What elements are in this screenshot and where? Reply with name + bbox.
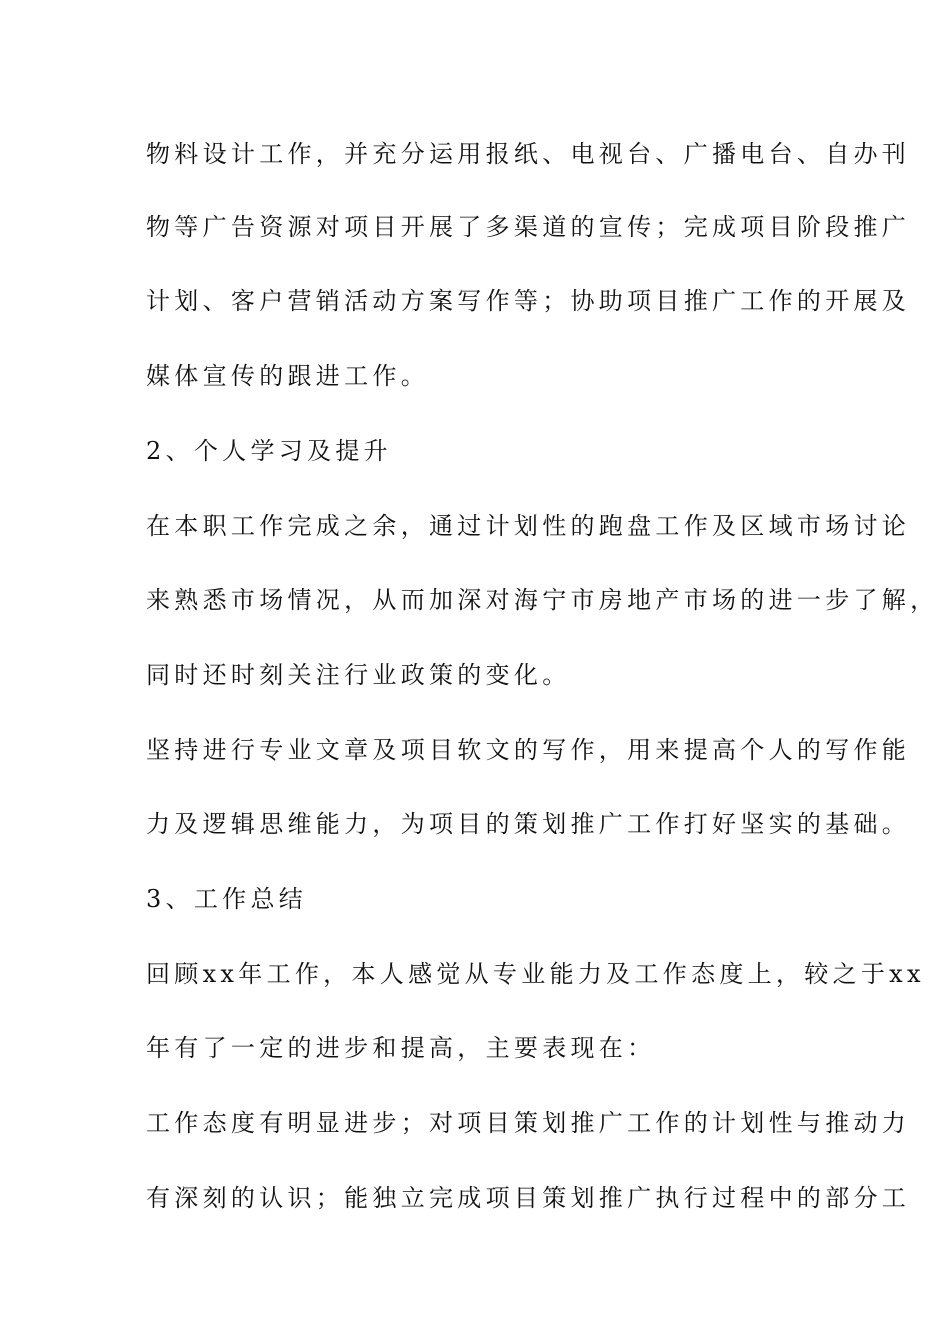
section-heading: 2、个人学习及提升: [146, 437, 392, 465]
paragraph-line: 来熟悉市场情况，从而加深对海宁市房地产市场的进一步了解，: [146, 586, 939, 614]
paragraph-line: 计划、客户营销活动方案写作等；协助项目推广工作的开展及: [146, 287, 911, 315]
paragraph-line: 力及逻辑思维能力，为项目的策划推广工作打好坚实的基础。: [146, 810, 911, 838]
paragraph-line: 物等广告资源对项目开展了多渠道的宣传；完成项目阶段推广: [146, 213, 911, 241]
paragraph-line: 物料设计工作，并充分运用报纸、电视台、广播电台、自办刊: [146, 140, 911, 168]
paragraph-line: 工作态度有明显进步；对项目策划推广工作的计划性与推动力: [146, 1109, 911, 1137]
paragraph-line: 回顾xx年工作，本人感觉从专业能力及工作态度上，较之于xx: [146, 960, 925, 988]
paragraph-line: 有深刻的认识；能独立完成项目策划推广执行过程中的部分工: [146, 1184, 911, 1212]
paragraph-line: 年有了一定的进步和提高，主要表现在：: [146, 1034, 656, 1062]
paragraph-line: 媒体宣传的跟进工作。: [146, 362, 429, 390]
section-heading: 3、工作总结: [146, 885, 308, 913]
paragraph-line: 在本职工作完成之余，通过计划性的跑盘工作及区域市场讨论: [146, 512, 911, 540]
paragraph-line: 坚持进行专业文章及项目软文的写作，用来提高个人的写作能: [146, 736, 911, 764]
paragraph-line: 同时还时刻关注行业政策的变化。: [146, 661, 571, 689]
